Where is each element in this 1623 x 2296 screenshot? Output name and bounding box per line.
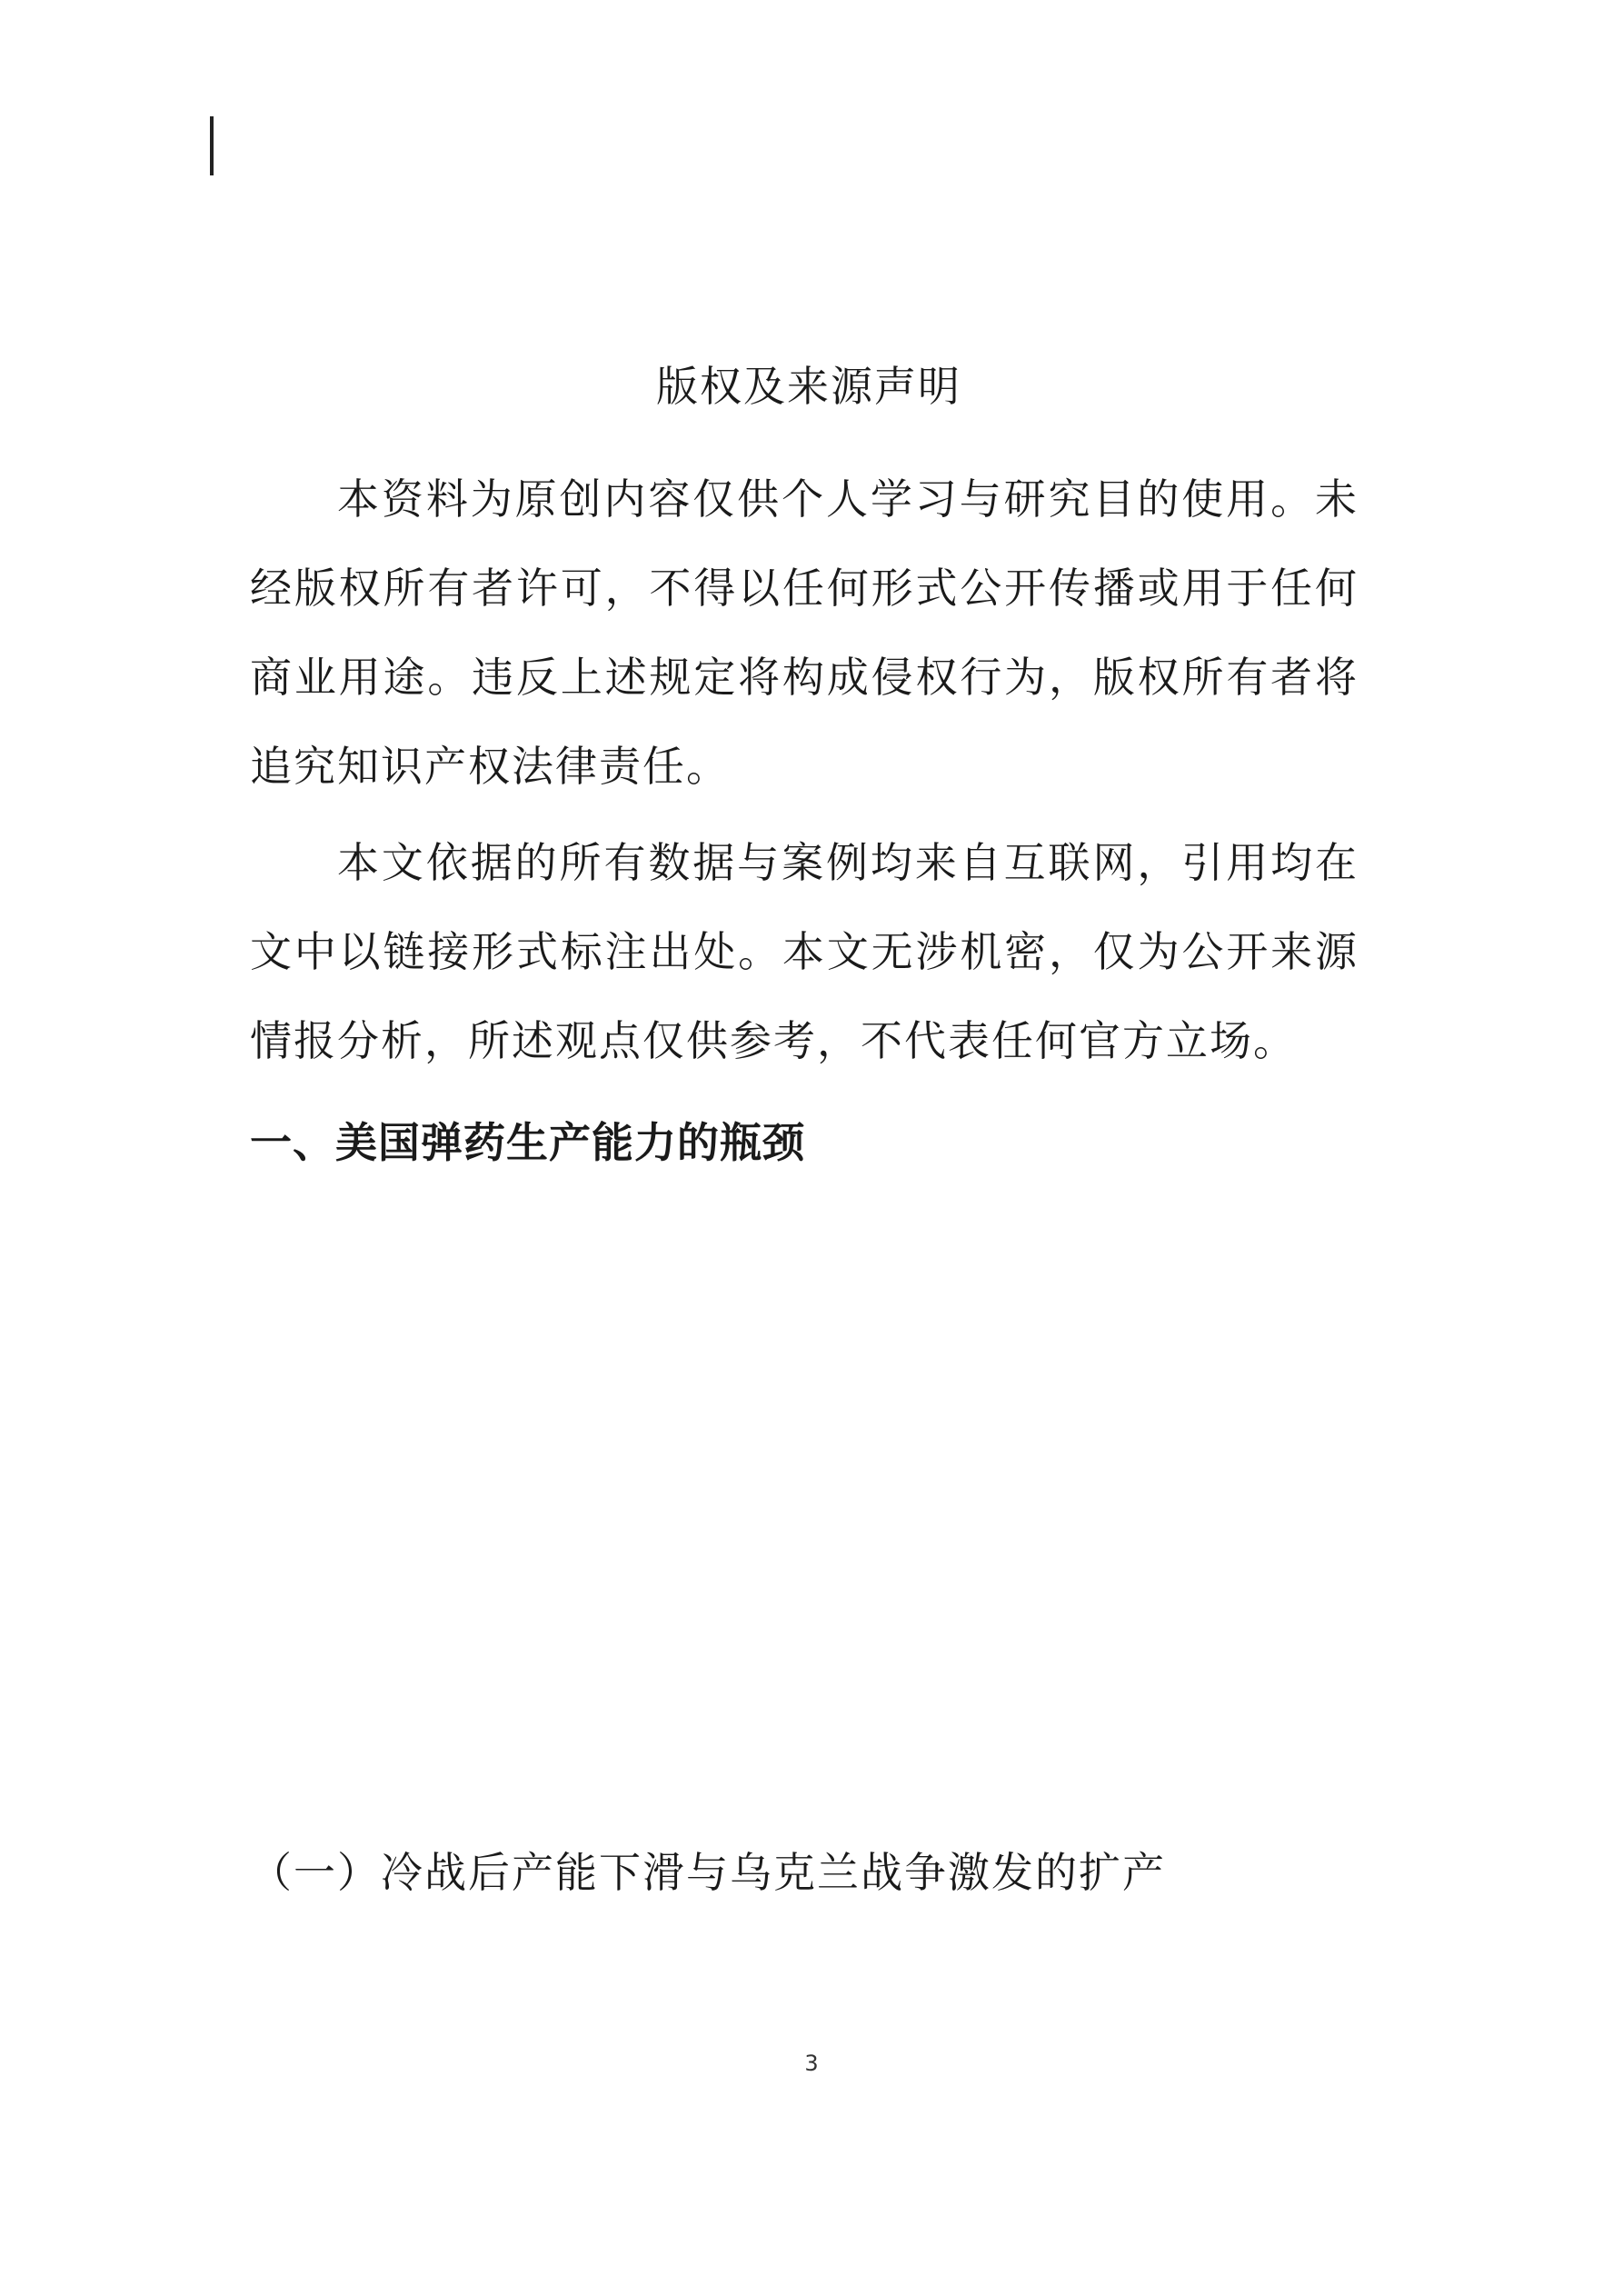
subsection-heading: （一）冷战后产能下滑与乌克兰战争激发的扩产 [250, 1848, 1166, 1897]
page-number: 3 [804, 2051, 819, 2076]
notice-title: 版权及来源声明 [656, 362, 961, 411]
copyright-paragraph: 本资料为原创内容仅供个人学习与研究目的使用。未经版权所有者许可，不得以任何形式公开传播或用于任何商业用途。违反上述规定将构成侵权行为，版权所有者将追究知识产权法律责任。 [250, 474, 1359, 791]
source-paragraph: 本文依据的所有数据与案例均来自互联网，引用均在文中以链接形式标注出处。本文无涉机密，仅为公开来源情报分析，所述观点仅供参考，不代表任何官方立场。 [250, 838, 1359, 1065]
section-heading: 一、美国弹药生产能力的瓶颈 [250, 1118, 805, 1167]
margin-bar-mark [210, 116, 214, 175]
